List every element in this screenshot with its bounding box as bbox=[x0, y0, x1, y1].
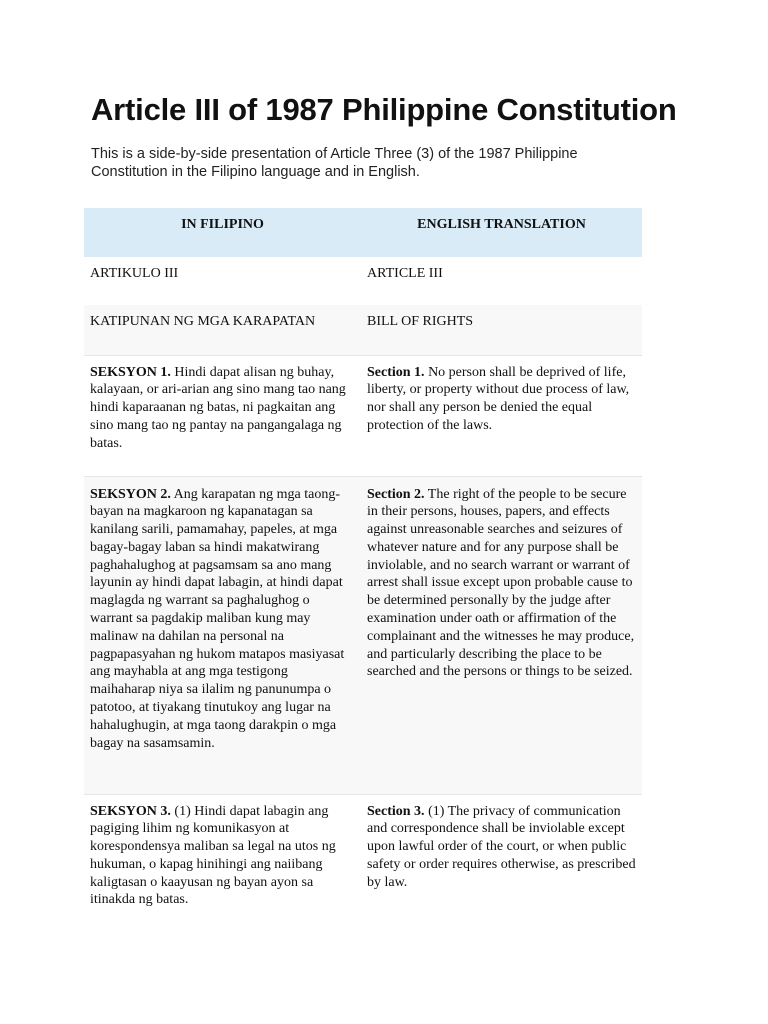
table-header-row bbox=[84, 208, 642, 257]
intro-paragraph: This is a side-by-side presentation of Article Three (3) of the 1987 Philippine Constitution in the Filipino language and in English. bbox=[91, 146, 578, 180]
english-text: No person shall be deprived of life, liberty, or property without due process of law, nor shall any person be denied the equal protection of the laws. bbox=[367, 364, 630, 433]
english-cell bbox=[361, 355, 642, 476]
section-label: Section 1. bbox=[367, 364, 425, 380]
header-english: ENGLISH TRANSLATION bbox=[361, 208, 642, 257]
english-text: BILL OF RIGHTS bbox=[367, 314, 474, 329]
filipino-text: KATIPUNAN NG MGA KARAPATAN bbox=[90, 314, 316, 329]
section-label: Section 3. bbox=[367, 803, 425, 819]
section-label: SEKSYON 2. bbox=[90, 486, 171, 502]
side-by-side-table bbox=[84, 208, 642, 919]
filipino-cell bbox=[84, 305, 361, 355]
english-cell bbox=[361, 257, 642, 305]
filipino-text: (1) Hindi dapat labagin ang pagiging lihim ng komunikasyon at korespondensya maliban sa legal na utos ng hukuman, o kapag hinihingi ang naiibang kaligtasan o kaayusan ng bayan ayon sa itinakda ng batas. bbox=[90, 803, 336, 908]
section-label: SEKSYON 1. bbox=[90, 364, 171, 380]
page-title: Article III of 1987 Philippine Constitution bbox=[91, 92, 677, 127]
section-label: SEKSYON 3. bbox=[90, 803, 171, 819]
english-text: (1) The privacy of communication and correspondence shall be inviolable except upon lawful order of the court, or when public safety or order requires otherwise, as prescribed by law. bbox=[367, 803, 636, 890]
english-cell bbox=[361, 305, 642, 355]
filipino-cell bbox=[84, 476, 361, 794]
section-label: Section 2. bbox=[367, 486, 425, 502]
filipino-cell bbox=[84, 257, 361, 305]
table-row bbox=[84, 257, 642, 305]
english-cell bbox=[361, 476, 642, 794]
filipino-cell bbox=[84, 355, 361, 476]
english-text: ARTICLE III bbox=[367, 266, 443, 281]
table-row bbox=[84, 305, 642, 355]
english-cell bbox=[361, 794, 642, 919]
filipino-text: ARTIKULO III bbox=[90, 266, 179, 281]
table-row bbox=[84, 355, 642, 476]
filipino-cell bbox=[84, 794, 361, 919]
filipino-text: Ang karapatan ng mga taong-bayan na magkaroon ng kapanatagan sa kanilang sarili, pamamahay, papeles, at mga bagay-bagay laban sa hindi makatwirang paghahalughog at pagsamsam sa ano mang layunin ay hindi dapat labagin, at hindi dapat maglagda ng warrant sa paghalughog o warrant sa pagdakip maliban kung may malinaw na dahilan na personal na pagpapasyahan ng hukom matapos masiyasat ang mayhabla at ang mga testigong maihaharap niya sa ilalim ng panunumpa o patotoo, at tiyakang tinutukoy ang lugar na hahalughugin, at mga taong darakpin o mga bagay na sasamsamin. bbox=[90, 486, 345, 751]
header-filipino: IN FILIPINO bbox=[84, 208, 361, 257]
english-text: The right of the people to be secure in their persons, houses, papers, and effects against unreasonable searches and seizures of whatever nature and for any purpose shall be inviolable, and no search warrant or warrant of arrest shall issue except upon probable cause to be determined personally by the judge after examination under oath or affirmation of the complainant and the witnesses he may produce, and particularly describing the place to be searched and the persons or things to be seized. bbox=[367, 486, 635, 680]
table-row bbox=[84, 476, 642, 794]
table-row bbox=[84, 794, 642, 919]
filipino-text: Hindi dapat alisan ng buhay, kalayaan, or ari-arian ang sino mang tao nang hindi kaparaanan ng batas, ni pagkaitan ang sino mang tao ng pantay na pangangalaga ng batas. bbox=[90, 364, 346, 451]
